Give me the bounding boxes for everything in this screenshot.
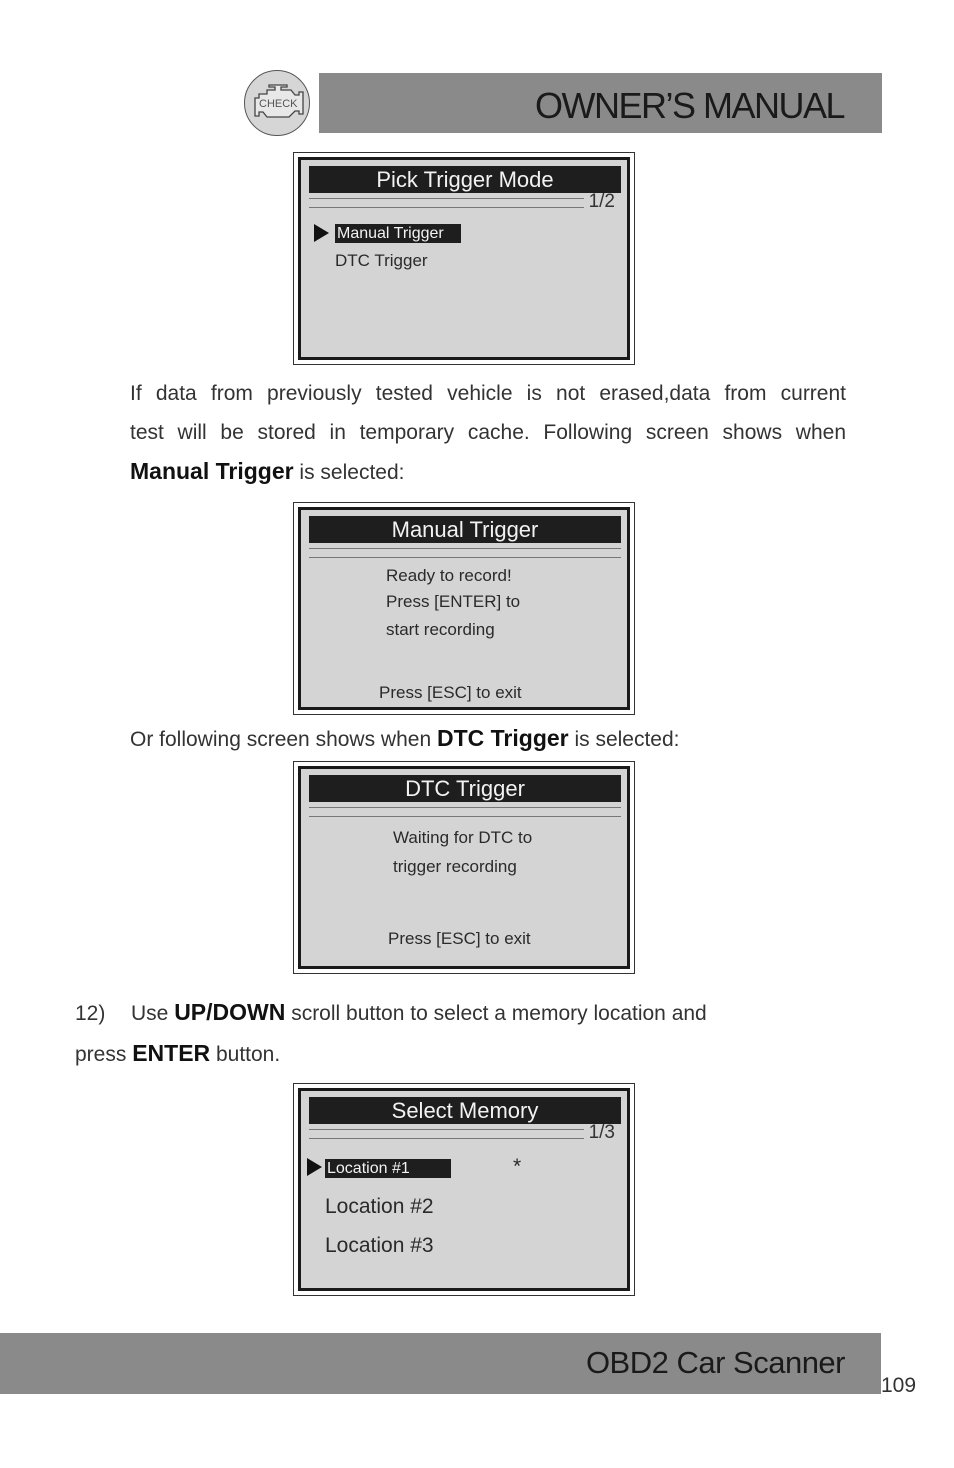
menu-item[interactable]: DTC Trigger bbox=[335, 251, 428, 270]
product-name: OBD2 Car Scanner bbox=[585, 1345, 845, 1380]
manual-title: OWNER’S MANUAL bbox=[534, 85, 844, 126]
footer-bar bbox=[0, 1333, 881, 1394]
screen-text: Press [ENTER] to bbox=[386, 592, 521, 611]
paragraph-text: is selected: bbox=[293, 461, 405, 484]
bold-term: ENTER bbox=[132, 1039, 211, 1066]
paragraph-text: Use bbox=[131, 1002, 175, 1025]
screen-title: Manual Trigger bbox=[309, 516, 621, 543]
screen-title: Pick Trigger Mode bbox=[309, 166, 621, 193]
paragraph-line bbox=[75, 993, 707, 1034]
paragraph-line: If data from previously tested vehicle is not erased,data from current bbox=[130, 382, 846, 405]
page-indicator: 1/3 bbox=[588, 1122, 615, 1143]
page-indicator: 1/2 bbox=[588, 191, 615, 212]
screen-display bbox=[298, 157, 630, 360]
divider bbox=[309, 807, 621, 817]
screen-manual-trigger bbox=[293, 502, 635, 715]
check-logo-text: CHECK bbox=[259, 98, 298, 110]
paragraph-text: press bbox=[75, 1042, 133, 1066]
paragraph-text: is selected: bbox=[568, 728, 680, 751]
header-bar bbox=[319, 73, 882, 133]
screen-pick-trigger-mode bbox=[293, 152, 635, 365]
menu-item-selected[interactable]: Manual Trigger bbox=[335, 224, 461, 243]
screen-text: trigger recording bbox=[393, 857, 517, 876]
memory-location[interactable]: Location #3 bbox=[325, 1234, 434, 1257]
exit-hint: Press [ESC] to exit bbox=[379, 683, 522, 702]
bold-term: UP/DOWN bbox=[174, 999, 286, 1025]
screen-dtc-trigger bbox=[293, 761, 635, 974]
step-12-instruction bbox=[75, 993, 707, 1074]
screen-text: start recording bbox=[386, 620, 495, 639]
paragraph-text: scroll button to select a memory location and bbox=[285, 1002, 707, 1025]
screen-display bbox=[298, 507, 630, 710]
memory-location-selected[interactable]: Location #1 bbox=[325, 1159, 451, 1178]
screen-title: Select Memory bbox=[309, 1097, 621, 1124]
paragraph-text: button. bbox=[210, 1042, 281, 1066]
paragraph-line: test will be stored in temporary cache. Following screen shows when bbox=[130, 420, 846, 444]
divider bbox=[309, 548, 621, 558]
screen-display bbox=[298, 1088, 630, 1291]
divider bbox=[309, 1129, 584, 1139]
paragraph-text: Or following screen shows when bbox=[130, 728, 437, 751]
screen-text: Waiting for DTC to bbox=[393, 828, 533, 847]
memory-location[interactable]: Location #2 bbox=[325, 1195, 434, 1218]
screen-text: Ready to record! bbox=[386, 566, 512, 585]
screen-display bbox=[298, 766, 630, 969]
paragraph-cache-info bbox=[130, 375, 846, 493]
step-number: 12) bbox=[75, 1002, 106, 1025]
divider bbox=[309, 198, 584, 208]
bold-term: Manual Trigger bbox=[130, 458, 294, 484]
selection-arrow-icon bbox=[307, 1158, 322, 1176]
memory-in-use-marker: * bbox=[513, 1155, 522, 1178]
paragraph-dtc-info bbox=[130, 719, 680, 760]
exit-hint: Press [ESC] to exit bbox=[388, 929, 531, 948]
paragraph-line bbox=[75, 1034, 707, 1075]
check-engine-logo bbox=[244, 70, 310, 136]
screen-select-memory bbox=[293, 1083, 635, 1296]
screen-title: DTC Trigger bbox=[309, 775, 621, 802]
selection-arrow-icon bbox=[314, 224, 329, 242]
page-number: 109 bbox=[881, 1374, 917, 1397]
bold-term: DTC Trigger bbox=[436, 725, 569, 751]
paragraph-line bbox=[130, 452, 846, 493]
